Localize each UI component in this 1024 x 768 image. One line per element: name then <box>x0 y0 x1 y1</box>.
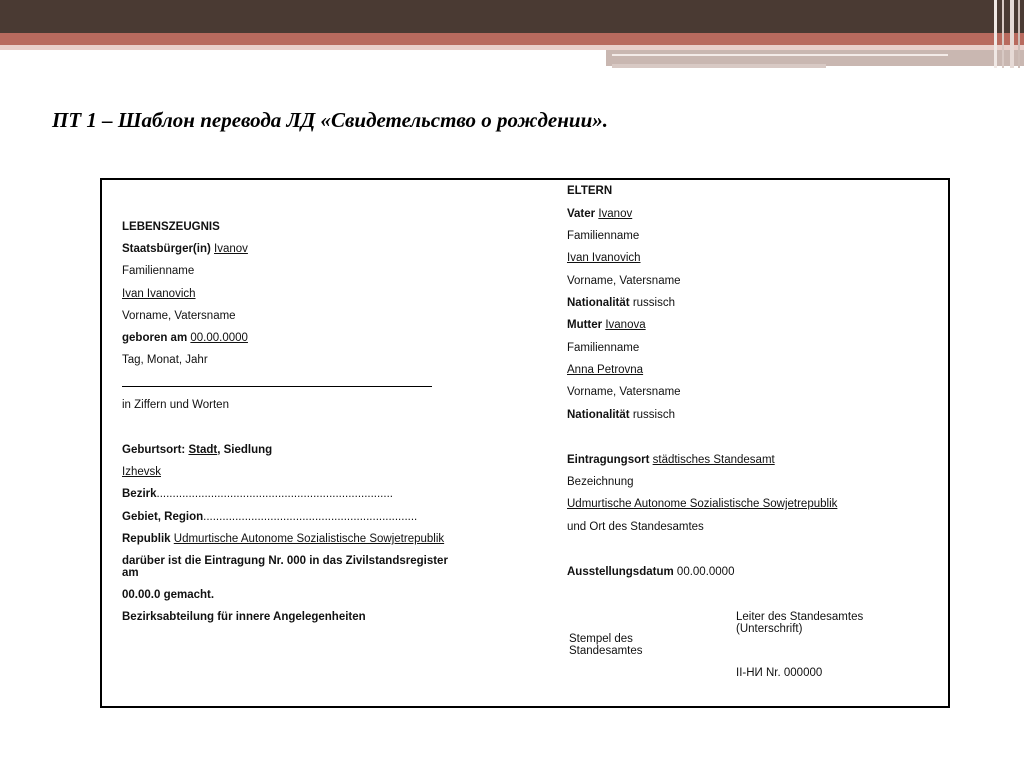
registry-line: Eintragungsort städtisches Standesamt <box>567 454 775 466</box>
stamp-label-continued: Standesamtes <box>569 645 643 657</box>
date-format-label: Tag, Monat, Jahr <box>122 354 208 366</box>
father-surname-label: Familienname <box>567 230 640 242</box>
header-stripe <box>994 0 997 68</box>
father-name-label: Vorname, Vatersname <box>567 275 681 287</box>
issue-date-value: 00.00.0000 <box>676 566 735 578</box>
republic-line: Republik Udmurtische Autonome Sozialistische Sowjetrepublik <box>122 533 445 545</box>
designation-label: Bezeichnung <box>567 476 634 488</box>
name-value: Ivan Ivanovich <box>122 288 196 300</box>
parents-heading: ELTERN <box>567 185 613 197</box>
born-value: 00.00.0000 <box>190 332 248 344</box>
citizen-line: Staatsbürger(in) Ivanov <box>122 243 248 255</box>
header-band-red <box>0 33 1024 45</box>
mother-name-value: Anna Petrovna <box>567 364 644 376</box>
birthplace-line: Geburtsort: Stadt, Siedlung <box>122 444 273 456</box>
slide-title: ПТ 1 – Шаблон перевода ЛД «Свидетельство о рождении». <box>52 108 609 132</box>
born-line: geboren am 00.00.0000 <box>122 332 248 344</box>
department-line: Bezirksabteilung für innere Angelegenheiten <box>122 611 366 623</box>
father-name-value: Ivan Ivanovich <box>567 252 641 264</box>
republic-value: Udmurtische Autonome Sozialistische Sowjetrepublik <box>173 533 445 545</box>
doc-heading: LEBENSZEUGNIS <box>122 221 220 233</box>
signature-label: (Unterschrift) <box>736 623 803 635</box>
mother-value: Ivanova <box>605 319 646 331</box>
father-value: Ivanov <box>598 208 633 220</box>
father-line: Vater Ivanov <box>567 208 633 220</box>
stamp-label: Stempel des <box>569 633 633 645</box>
header-tab-highlight <box>612 54 948 56</box>
mother-line: Mutter Ivanova <box>567 319 646 331</box>
mother-surname-label: Familienname <box>567 342 640 354</box>
birthplace-value: Izhevsk <box>122 466 161 478</box>
entry-line: darüber ist die Eintragung Nr. 000 in das Zivilstandsregister <box>122 555 448 567</box>
entry-made: 00.00.0 gemacht. <box>122 589 215 601</box>
issue-date-line: Ausstellungsdatum 00.00.0000 <box>567 566 735 578</box>
words-label: in Ziffern und Worten <box>122 399 229 411</box>
birthplace-city: Stadt <box>188 444 218 456</box>
mother-nationality: Nationalität russisch <box>567 409 676 421</box>
header-tab-shade <box>612 64 826 68</box>
header-band-dark <box>0 0 1024 33</box>
header-stripe <box>1002 0 1004 68</box>
registry-place-label: und Ort des Standesamtes <box>567 521 704 533</box>
name-label: Vorname, Vatersname <box>122 310 236 322</box>
registry-place-value: Udmurtische Autonome Sozialistische Sowjetrepublik <box>567 498 838 510</box>
birth-certificate-document <box>100 178 950 708</box>
registry-value: städtisches Standesamt <box>652 454 775 466</box>
header-stripe <box>1010 0 1014 68</box>
head-of-office-label: Leiter des Standesamtes <box>736 611 864 623</box>
citizen-value: Ivanov <box>214 243 248 255</box>
district-line: Bezirk.......................................................................... <box>122 488 393 500</box>
series-number: II-НИ Nr. 000000 <box>736 667 823 679</box>
region-line: Gebiet, Region................................................................... <box>122 511 418 523</box>
words-underline <box>122 386 432 387</box>
mother-name-label: Vorname, Vatersname <box>567 386 681 398</box>
surname-label: Familienname <box>122 265 195 277</box>
father-nationality: Nationalität russisch <box>567 297 676 309</box>
header-stripe <box>1018 0 1020 68</box>
entry-line-continued: am <box>122 567 139 579</box>
